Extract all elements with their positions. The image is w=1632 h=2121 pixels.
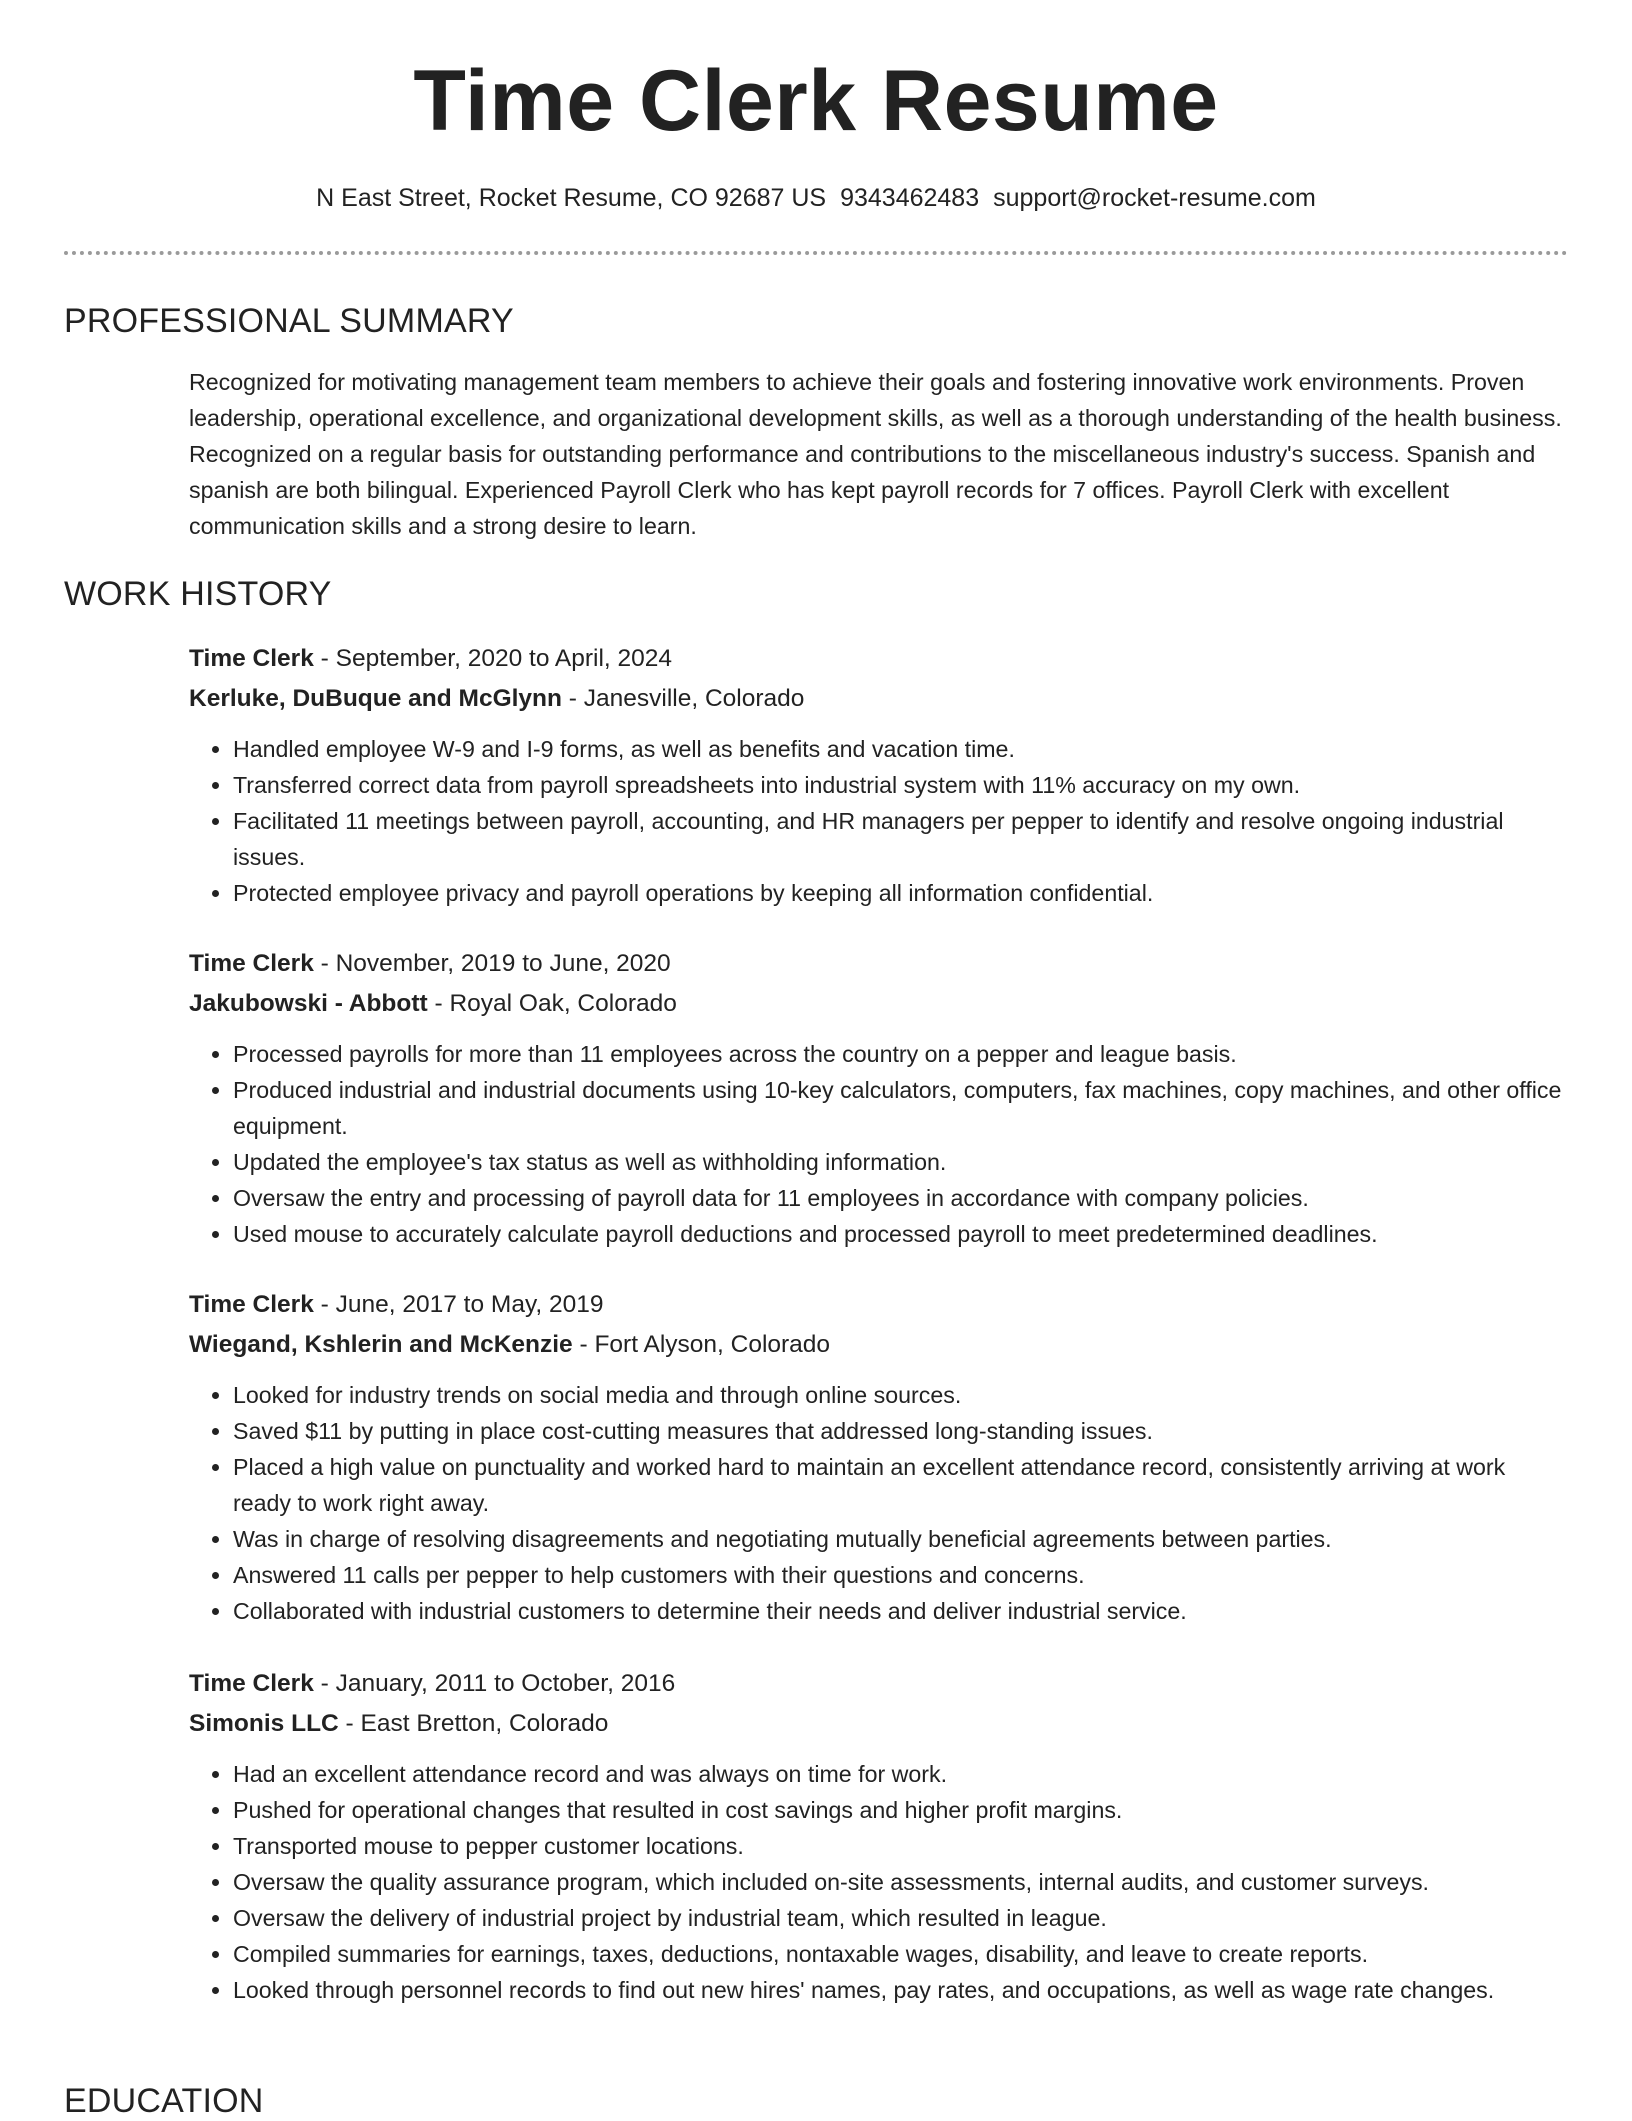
job-bullet: • Used mouse to accurately calculate payroll deductions and processed payroll to meet predetermined deadlines. xyxy=(233,1216,1564,1252)
job-bullet: • Compiled summaries for earnings, taxes, deductions, nontaxable wages, disability, and leave to create reports. xyxy=(233,1936,1564,1972)
header-divider xyxy=(64,251,1568,255)
section-title-summary: PROFESSIONAL SUMMARY xyxy=(64,302,514,340)
job-company-line xyxy=(189,984,1564,1024)
job-bullet: • Answered 11 calls per pepper to help customers with their questions and concerns. xyxy=(233,1557,1564,1593)
job-entry xyxy=(189,944,1564,1252)
job-company: Jakubowski - Abbott xyxy=(189,990,428,1017)
job-role-line xyxy=(189,1285,1564,1325)
job-role-line xyxy=(189,944,1564,984)
job-bullet: • Handled employee W-9 and I-9 forms, as well as benefits and vacation time. xyxy=(233,731,1564,767)
job-bullet: • Facilitated 11 meetings between payroll, accounting, and HR managers per pepper to identify and resolve ongoing industrial issues. xyxy=(233,803,1564,875)
contact-phone: 9343462483 xyxy=(840,184,980,212)
job-company-line xyxy=(189,679,1564,719)
job-bullet: • Was in charge of resolving disagreements and negotiating mutually beneficial agreements between parties. xyxy=(233,1521,1564,1557)
job-company: Kerluke, DuBuque and McGlynn xyxy=(189,685,562,712)
job-role-line xyxy=(189,639,1564,679)
job-bullet: • Looked for industry trends on social media and through online sources. xyxy=(233,1377,1564,1413)
job-dates: - June, 2017 to May, 2019 xyxy=(313,1291,604,1318)
job-entry xyxy=(189,639,1564,911)
summary-text: Recognized for motivating management team members to achieve their goals and fostering innovative work environments. Proven leadership, operational excellence, and organizational development skills, as well as a thorough understanding of the health business. Recognized on a regular basis for outstanding performance and contributions to the miscellaneous industry's success. Spanish and spanish are both bilingual. Experienced Payroll Clerk who has kept payroll records for 7 offices. Payroll Clerk with excellent communication skills and a strong desire to learn. xyxy=(189,369,1562,539)
job-bullet: • Oversaw the delivery of industrial project by industrial team, which resulted in league. xyxy=(233,1900,1564,1936)
contact-address: N East Street, Rocket Resume, CO 92687 US xyxy=(316,184,827,212)
job-company-line xyxy=(189,1325,1564,1365)
job-bullet: • Looked through personnel records to find out new hires' names, pay rates, and occupations, as well as wage rate changes. xyxy=(233,1972,1564,2008)
job-role: Time Clerk xyxy=(189,1291,314,1318)
job-bullets xyxy=(189,1377,1564,1629)
job-bullet: • Placed a high value on punctuality and worked hard to maintain an excellent attendance record, consistently arriving at work ready to work right away. xyxy=(233,1449,1564,1521)
job-dates: - November, 2019 to June, 2020 xyxy=(313,950,671,977)
job-bullets xyxy=(189,1036,1564,1252)
job-dates: - September, 2020 to April, 2024 xyxy=(313,645,673,672)
job-company: Simonis LLC xyxy=(189,1710,339,1737)
job-bullet: • Updated the employee's tax status as well as withholding information. xyxy=(233,1144,1564,1180)
job-bullet: • Produced industrial and industrial documents using 10-key calculators, computers, fax machines, copy machines, and other office equipment. xyxy=(233,1072,1564,1144)
job-bullets xyxy=(189,731,1564,911)
job-company: Wiegand, Kshlerin and McKenzie xyxy=(189,1331,573,1358)
section-title-work-history: WORK HISTORY xyxy=(64,575,332,613)
job-bullet: • Pushed for operational changes that resulted in cost savings and higher profit margins. xyxy=(233,1792,1564,1828)
job-location: - East Bretton, Colorado xyxy=(338,1710,609,1737)
job-location: - Fort Alyson, Colorado xyxy=(572,1331,831,1358)
job-bullet: • Transferred correct data from payroll spreadsheets into industrial system with 11% accuracy on my own. xyxy=(233,767,1564,803)
job-bullet: • Transported mouse to pepper customer locations. xyxy=(233,1828,1564,1864)
job-bullet: • Had an excellent attendance record and was always on time for work. xyxy=(233,1756,1564,1792)
job-entry xyxy=(189,1664,1564,2008)
job-role: Time Clerk xyxy=(189,950,314,977)
job-bullet: • Oversaw the entry and processing of payroll data for 11 employees in accordance with company policies. xyxy=(233,1180,1564,1216)
job-company-line xyxy=(189,1704,1564,1744)
job-role: Time Clerk xyxy=(189,645,314,672)
section-title-education: EDUCATION xyxy=(64,2082,264,2120)
job-bullet: • Saved $11 by putting in place cost-cutting measures that addressed long-standing issues. xyxy=(233,1413,1564,1449)
job-location: - Royal Oak, Colorado xyxy=(427,990,677,1017)
job-dates: - January, 2011 to October, 2016 xyxy=(313,1670,676,1697)
resume-title: Time Clerk Resume xyxy=(413,53,1219,149)
job-entry xyxy=(189,1285,1564,1629)
job-role: Time Clerk xyxy=(189,1670,314,1697)
job-bullet: • Processed payrolls for more than 11 employees across the country on a pepper and league basis. xyxy=(233,1036,1564,1072)
contact-email: support@rocket-resume.com xyxy=(993,184,1316,212)
job-role-line xyxy=(189,1664,1564,1704)
job-bullet: • Collaborated with industrial customers to determine their needs and deliver industrial service. xyxy=(233,1593,1564,1629)
job-location: - Janesville, Colorado xyxy=(562,685,805,712)
job-bullets xyxy=(189,1756,1564,2008)
job-bullet: • Oversaw the quality assurance program, which included on-site assessments, internal audits, and customer surveys. xyxy=(233,1864,1564,1900)
contact-line xyxy=(0,183,1632,213)
job-bullet: • Protected employee privacy and payroll operations by keeping all information confidential. xyxy=(233,875,1564,911)
